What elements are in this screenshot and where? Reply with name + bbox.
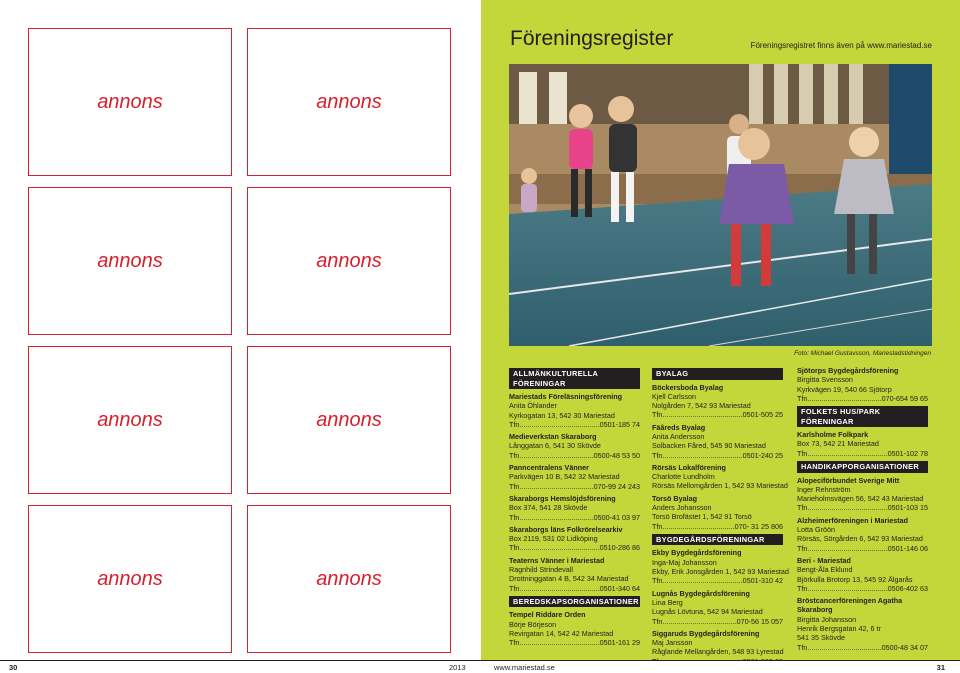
organization-address-line: Lotta Gröön: [797, 525, 835, 535]
phone-label: Tfn: [509, 512, 520, 522]
dance-photo-illustration: [509, 64, 932, 346]
organization-address-line: Box 2119, 531 02 Lidköping: [509, 534, 598, 544]
phone-label: Tfn: [797, 583, 808, 593]
organization-address-line: Revirgatan 14, 542 42 Mariestad: [509, 629, 614, 639]
organization-phone: [509, 482, 640, 491]
organization-address-line: 541 35 Skövde: [797, 633, 845, 643]
phone-label: Tfn: [509, 450, 520, 460]
organization-phone: [797, 394, 928, 403]
organization-entry: [652, 423, 783, 460]
organization-name: Bröstcancerföreningen Agatha Skaraborg: [797, 596, 903, 615]
organization-name: Fäâreds Byalag: [652, 422, 706, 432]
phone-number: 0501-310 42: [742, 576, 783, 586]
right-page: [481, 0, 960, 660]
organization-entry: [652, 494, 783, 531]
leader-dots: [662, 617, 736, 626]
organization-address-line: Box 73, 542 21 Mariestad: [797, 439, 879, 449]
phone-number: 070-99 24 243: [593, 481, 640, 491]
organization-name: Teaterns Vänner i Mariestad: [509, 555, 605, 565]
organization-entry: [652, 462, 788, 491]
organization-entry: [797, 516, 928, 553]
organization-entry: [509, 392, 640, 429]
organization-phone: [797, 503, 928, 512]
phone-label: Tfn: [509, 543, 520, 553]
organization-address-line: Rörsäs Mellomgården 1, 542 93 Mariestad: [652, 481, 788, 491]
phone-number: 0501-240 25: [742, 450, 783, 460]
leader-dots: [662, 451, 742, 460]
organization-name: Karlsholme Folkpark: [797, 430, 869, 440]
page-number-right: 31: [936, 663, 945, 672]
organization-entry: [509, 556, 640, 593]
ad-box[interactable]: [247, 346, 451, 494]
organization-address-line: Långgatan 6, 541 30 Skövde: [509, 441, 601, 451]
organization-address-line: Ekby, Erik Jonsgården 1, 542 93 Mariestad: [652, 567, 789, 577]
organization-address-line: Birgitta Johansson: [797, 614, 857, 624]
photo-credit: Foto: Michael Gustavsson, Mariestadstidningen: [794, 350, 931, 357]
register-column: [652, 366, 789, 669]
organization-phone: [652, 576, 783, 585]
ad-label: annons: [316, 567, 382, 590]
organization-name: Sjötorps Bygdegårdsförening: [797, 366, 899, 375]
ad-box[interactable]: [247, 28, 451, 176]
organization-address-line: Inger Rehnström: [797, 484, 851, 494]
organization-entry: [797, 366, 928, 403]
category-heading-line: FOLKETS HUS/PARK FÖRENINGAR: [801, 407, 881, 426]
phone-number: 0501-340 64: [599, 583, 640, 593]
phone-label: Tfn: [652, 450, 663, 460]
organization-address-line: Anita Öhlander: [509, 401, 557, 411]
ad-label: annons: [316, 408, 382, 431]
organization-address-line: Henrik Bergsgatan 42, 6 tr: [797, 624, 881, 634]
phone-label: Tfn: [797, 503, 808, 513]
leader-dots: [807, 449, 887, 458]
phone-number: 0501-146 06: [887, 543, 928, 553]
phone-label: Tfn: [797, 642, 808, 652]
organization-name: Ekby Bygdegårdsförening: [652, 548, 742, 558]
left-page: [0, 0, 480, 660]
organization-phone: [509, 513, 640, 522]
ad-box[interactable]: [28, 346, 232, 494]
organization-entry: [652, 548, 789, 586]
organization-address-line: Kyrkvägen 19, 540 66 Sjötorp: [797, 384, 892, 394]
ad-box[interactable]: [28, 187, 232, 335]
category-heading-line: BYGDEGÅRDSFÖRENINGAR: [656, 534, 765, 544]
footer-year: 2013: [449, 663, 466, 672]
organization-address-line: Börje Börjeson: [509, 619, 557, 629]
organization-phone: [509, 638, 640, 647]
organization-address-line: Torsö Brofästet 1, 542 91 Torsö: [652, 512, 752, 522]
organization-address-line: Drottninggatan 4 B, 542 34 Mariestad: [509, 574, 629, 584]
phone-label: Tfn: [509, 481, 520, 491]
organization-name: Alopeciförbundet Sverige Mitt: [797, 475, 900, 485]
phone-number: 0506-402 63: [887, 583, 928, 593]
organization-phone: [652, 451, 783, 460]
phone-number: 0501-103 15: [887, 503, 928, 513]
organization-address-line: Maj Jansson: [652, 638, 693, 648]
phone-label: Tfn: [652, 410, 663, 420]
organization-address-line: Parkvägen 10 B, 542 32 Mariestad: [509, 472, 620, 482]
leader-dots: [519, 451, 593, 460]
leader-dots: [662, 576, 742, 585]
category-heading: [652, 534, 783, 546]
organization-entry: [509, 494, 640, 522]
organization-phone: [652, 410, 783, 419]
ad-label: annons: [97, 567, 163, 590]
phone-number: 0501-161 29: [599, 638, 640, 648]
ad-label: annons: [316, 90, 382, 113]
organization-name: Lugnås Bygdegårdsförening: [652, 588, 750, 598]
category-heading: [652, 368, 783, 380]
phone-label: Tfn: [509, 638, 520, 648]
organization-name: Siggaruds Bygdegårdsförening: [652, 628, 760, 638]
phone-number: 070- 31 25 806: [734, 521, 783, 531]
phone-label: Tfn: [652, 521, 663, 531]
organization-address-line: Inga-Maj Johansson: [652, 557, 717, 567]
phone-number: 070-56 15 057: [736, 616, 783, 626]
organization-phone: [797, 584, 928, 593]
ad-label: annons: [97, 249, 163, 272]
organization-entry: [509, 463, 640, 491]
organization-phone: [509, 584, 640, 593]
organization-name: Medieverkstan Skaraborg: [509, 432, 597, 442]
organization-address-line: Box 374, 541 28 Skövde: [509, 503, 588, 513]
organization-name: Alzheimerföreningen i Mariestad: [797, 515, 909, 525]
ad-label: annons: [316, 249, 382, 272]
category-heading-line: FÖRENINGAR: [513, 378, 566, 388]
organization-address-line: Kyrkogatan 13, 542 30 Mariestad: [509, 410, 615, 420]
organization-address-line: Marieholmsvägen 56, 542 43 Mariestad: [797, 494, 924, 504]
page-number-left: 30: [9, 663, 18, 672]
organization-entry: [509, 525, 640, 553]
register-column: [797, 366, 928, 655]
leader-dots: [519, 513, 593, 522]
organization-address-line: Anita Andersson: [652, 431, 705, 441]
organization-phone: [509, 543, 640, 552]
organization-phone: [509, 451, 640, 460]
organization-entry: [509, 610, 640, 647]
leader-dots: [807, 394, 881, 403]
phone-label: Tfn: [509, 419, 520, 429]
category-heading: [509, 368, 640, 389]
page-title: Föreningsregister: [510, 27, 674, 50]
organization-entry: [509, 432, 640, 460]
organization-name: Skaraborgs Hemslöjdsförening: [509, 493, 616, 503]
register-column: [509, 366, 640, 651]
phone-label: Tfn: [652, 576, 663, 586]
organization-address-line: Charlotte Lundholm: [652, 472, 715, 482]
leader-dots: [519, 420, 599, 429]
organization-phone: [652, 617, 783, 626]
organization-address-line: Anders Johansson: [652, 503, 712, 513]
ad-box[interactable]: [28, 505, 232, 653]
leader-dots: [519, 584, 599, 593]
organization-entry: [797, 556, 928, 593]
leader-dots: [807, 544, 887, 553]
organization-phone: [797, 643, 928, 652]
organization-address-line: Birgitta Svensson: [797, 375, 853, 385]
category-heading-line: ALLMÄNKULTURELLA: [513, 369, 599, 378]
leader-dots: [662, 522, 734, 531]
phone-number: 0501-505 25: [742, 410, 783, 420]
phone-number: 0501-102 78: [887, 448, 928, 458]
ad-box[interactable]: [28, 28, 232, 176]
organization-address-line: Lina Berg: [652, 597, 683, 607]
organization-address-line: Björkulla Brotorp 13, 545 92 Älgarås: [797, 574, 913, 584]
footer-website-link[interactable]: www.mariestad.se: [494, 663, 555, 672]
category-heading: [797, 461, 928, 473]
ad-box[interactable]: [247, 505, 451, 653]
phone-number: 070-654 59 65: [881, 393, 928, 403]
ad-label: annons: [97, 90, 163, 113]
phone-label: Tfn: [797, 543, 808, 553]
organization-phone: [652, 522, 783, 531]
organization-name: Rörsäs Lokalförening: [652, 462, 726, 472]
leader-dots: [807, 643, 881, 652]
leader-dots: [807, 584, 887, 593]
organization-entry: [797, 596, 928, 652]
organization-address-line: Råglande Mellangården, 548 93 Lyrestad: [652, 647, 784, 657]
leader-dots: [662, 410, 742, 419]
organization-entry: [797, 476, 928, 513]
category-heading-line: HANDIKAPPORGANISATIONER: [801, 462, 920, 472]
organization-address-line: Bengt-Åla Eklund: [797, 565, 853, 575]
organization-phone: [797, 544, 928, 553]
phone-number: 0500-48 34 07: [881, 642, 928, 652]
category-heading: [797, 406, 928, 427]
organization-name: Böckersboda Byalag: [652, 382, 724, 392]
leader-dots: [519, 543, 599, 552]
ad-box[interactable]: [247, 187, 451, 335]
title-note: Föreningsregistret finns även på www.mariestad.se: [750, 41, 932, 50]
organization-address-line: Rörsäs, Sörgården 6, 542 93 Mariestad: [797, 534, 923, 544]
organization-phone: [797, 449, 928, 458]
organization-name: Tempel Riddare Orden: [509, 610, 586, 620]
category-heading: [509, 596, 640, 608]
leader-dots: [519, 638, 599, 647]
organization-entry: [652, 383, 783, 420]
organization-entry: [652, 589, 783, 626]
phone-label: Tfn: [652, 616, 663, 626]
phone-number: 0500-48 53 50: [593, 450, 640, 460]
ad-label: annons: [97, 408, 163, 431]
organization-entry: [797, 430, 928, 458]
category-heading-line: BEREDSKAPSORGANISATIONER: [513, 596, 639, 606]
organization-phone: [509, 420, 640, 429]
phone-number: 0510-286 86: [599, 543, 640, 553]
organization-address-line: Kjell Carlsson: [652, 391, 696, 401]
phone-number: 0501-185 74: [599, 419, 640, 429]
leader-dots: [519, 482, 593, 491]
organization-address-line: Solbacken Fåred, 545 90 Mariestad: [652, 441, 766, 451]
organization-name: Panncentralens Vänner: [509, 463, 589, 473]
category-heading-line: BYALAG: [656, 369, 689, 378]
organization-name: Torsö Byalag: [652, 493, 697, 503]
organization-address-line: Lugnås Lövtuna, 542 94 Mariestad: [652, 607, 763, 617]
page-footer: [0, 660, 960, 673]
leader-dots: [807, 503, 887, 512]
organization-name: Skaraborgs läns Folkrörelsearkiv: [509, 524, 623, 534]
phone-label: Tfn: [509, 583, 520, 593]
phone-label: Tfn: [797, 448, 808, 458]
phone-label: Tfn: [797, 393, 808, 403]
organization-address-line: Ragnhild Strindevall: [509, 565, 573, 575]
organization-name: Mariestads Föreläsningsförening: [509, 392, 623, 401]
organization-address-line: Nolgården 7, 542 93 Mariestad: [652, 401, 751, 411]
organization-name: Beri - Mariestad: [797, 555, 851, 565]
dance-photo: [509, 64, 932, 346]
phone-number: 0500-41 03 97: [593, 512, 640, 522]
